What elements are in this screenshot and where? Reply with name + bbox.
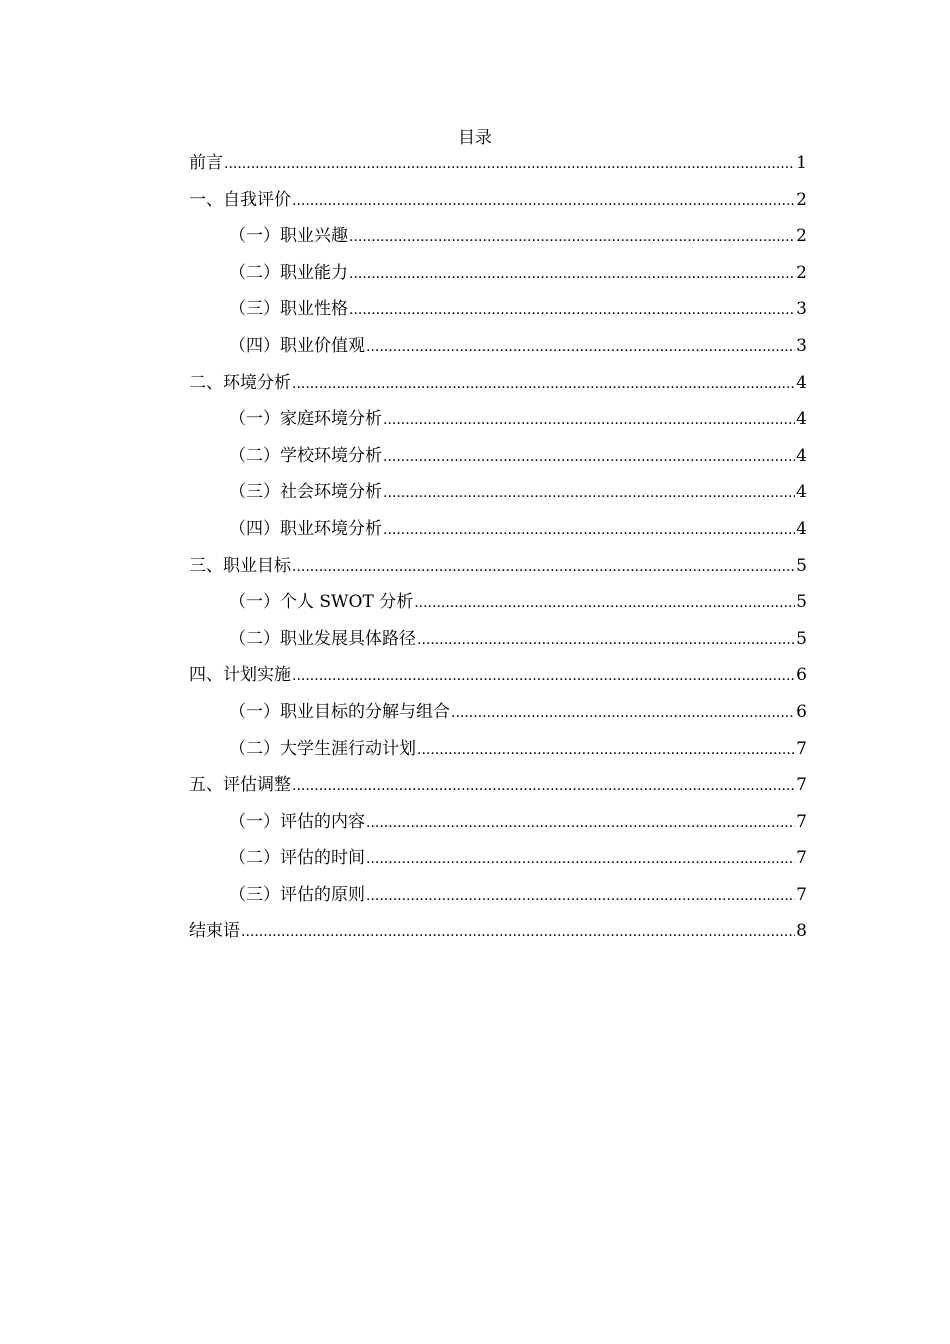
toc-entry-page-number: 3 (796, 335, 807, 356)
toc-entry-label: （二）职业能力 (229, 262, 348, 283)
toc-dot-leader (366, 334, 795, 360)
toc-dot-leader (451, 700, 795, 726)
toc-dot-leader (349, 224, 795, 250)
toc-entry-page-number: 2 (796, 189, 807, 210)
toc-entry[interactable] (189, 736, 807, 773)
toc-entry-label: （二）大学生涯行动计划 (229, 738, 416, 759)
toc-entry-label: 一、自我评价 (189, 189, 291, 210)
toc-entry-label: （二）评估的时间 (229, 848, 365, 869)
toc-entry[interactable] (189, 809, 807, 846)
toc-dot-leader (349, 297, 795, 323)
toc-dot-leader (417, 627, 795, 653)
toc-entry-page-number: 6 (796, 665, 807, 686)
toc-entry-page-number: 2 (796, 226, 807, 247)
toc-entry-label: 四、计划实施 (189, 665, 291, 686)
toc-entry[interactable] (189, 845, 807, 882)
toc-entry[interactable] (189, 589, 807, 626)
toc-entry-page-number: 7 (796, 775, 807, 796)
toc-entry-label: （一）家庭环境分析 (229, 409, 382, 430)
toc-dot-leader (366, 810, 795, 836)
toc-dot-leader (417, 737, 795, 763)
toc-entry[interactable] (189, 479, 807, 516)
toc-dot-leader (292, 773, 795, 799)
toc-entry-label: 结束语 (189, 921, 240, 942)
toc-entry[interactable] (189, 406, 807, 443)
toc-entry-page-number: 4 (796, 409, 807, 430)
table-of-contents (189, 150, 807, 955)
toc-dot-leader (366, 883, 795, 909)
toc-dot-leader (349, 261, 795, 287)
toc-dot-leader (241, 919, 795, 945)
toc-entry-label: （四）职业价值观 (229, 335, 365, 356)
toc-entry-label: （一）职业目标的分解与组合 (229, 701, 450, 722)
toc-entry-page-number: 1 (796, 153, 807, 173)
toc-entry-page-number: 5 (796, 555, 807, 576)
toc-entry[interactable] (189, 553, 807, 590)
toc-entry[interactable] (189, 516, 807, 553)
toc-entry[interactable] (189, 443, 807, 480)
toc-entry-label: （一）评估的内容 (229, 811, 365, 832)
toc-dot-leader (292, 663, 795, 689)
toc-entry-page-number: 4 (796, 518, 807, 539)
toc-entry-label: （二）学校环境分析 (229, 445, 382, 466)
toc-title: 目录 (458, 128, 492, 148)
toc-entry-page-number: 8 (796, 921, 807, 942)
toc-entry-label: 二、环境分析 (189, 372, 291, 393)
toc-entry-page-number: 5 (796, 592, 807, 613)
toc-entry-page-number: 4 (796, 482, 807, 503)
toc-entry[interactable] (189, 260, 807, 297)
toc-entry-page-number: 7 (796, 848, 807, 869)
toc-entry-label: （一）职业兴趣 (229, 226, 348, 247)
toc-entry[interactable] (189, 626, 807, 663)
toc-entry[interactable] (189, 333, 807, 370)
toc-entry[interactable] (189, 662, 807, 699)
toc-entry[interactable] (189, 150, 807, 187)
toc-entry-label: （四）职业环境分析 (229, 518, 382, 539)
toc-entry-page-number: 5 (796, 628, 807, 649)
toc-dot-leader (224, 151, 795, 177)
toc-entry-label: 前言 (189, 153, 223, 173)
toc-entry-page-number: 2 (796, 262, 807, 283)
toc-dot-leader (366, 846, 795, 872)
toc-entry[interactable] (189, 370, 807, 407)
toc-entry[interactable] (189, 882, 807, 919)
toc-entry[interactable] (189, 296, 807, 333)
toc-entry-label: （一）个人 SWOT 分析 (229, 592, 414, 613)
toc-entry-page-number: 7 (796, 738, 807, 759)
toc-entry-page-number: 6 (796, 701, 807, 722)
toc-dot-leader (383, 407, 795, 433)
toc-entry[interactable] (189, 699, 807, 736)
toc-entry-label: （三）职业性格 (229, 299, 348, 320)
toc-entry-label: （二）职业发展具体路径 (229, 628, 416, 649)
toc-dot-leader (383, 517, 795, 543)
toc-entry-page-number: 4 (796, 372, 807, 393)
toc-entry[interactable] (189, 223, 807, 260)
toc-entry-page-number: 4 (796, 445, 807, 466)
toc-dot-leader (292, 554, 795, 580)
toc-dot-leader (383, 444, 795, 470)
toc-entry-label: （三）评估的原则 (229, 884, 365, 905)
toc-entry[interactable] (189, 918, 807, 955)
toc-entry-label: 五、评估调整 (189, 775, 291, 796)
toc-entry[interactable] (189, 772, 807, 809)
toc-dot-leader (383, 480, 795, 506)
toc-entry-label: （三）社会环境分析 (229, 482, 382, 503)
toc-entry-label: 三、职业目标 (189, 555, 291, 576)
toc-dot-leader (292, 188, 795, 214)
toc-dot-leader (292, 371, 795, 397)
toc-entry[interactable] (189, 187, 807, 224)
toc-dot-leader (414, 590, 795, 616)
toc-entry-page-number: 7 (796, 884, 807, 905)
toc-entry-page-number: 3 (796, 299, 807, 320)
toc-entry-page-number: 7 (796, 811, 807, 832)
